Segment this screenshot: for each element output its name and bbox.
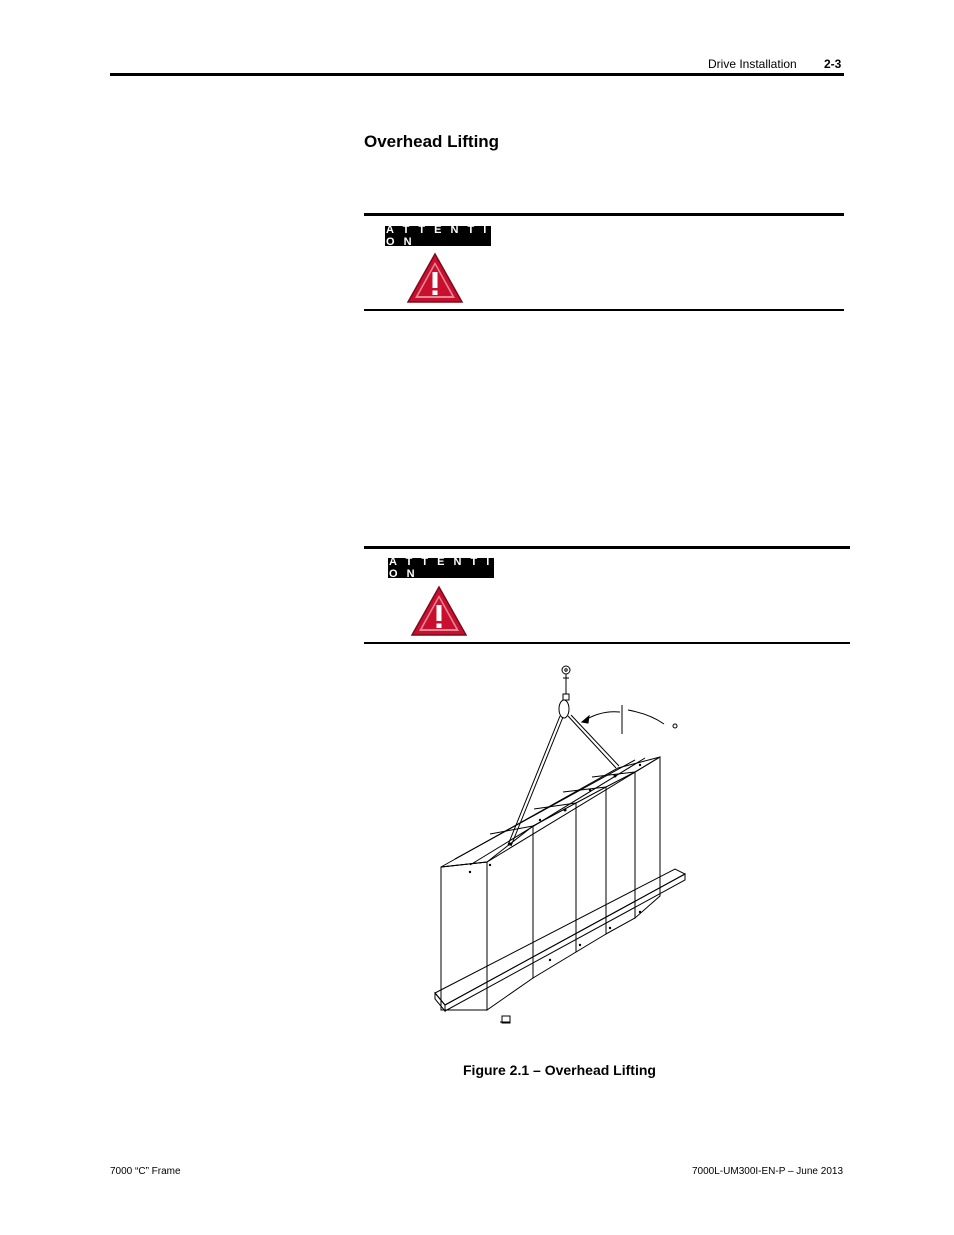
header-section-title: Drive Installation [708, 57, 797, 71]
warning-triangle-icon [410, 585, 468, 637]
header-rule [110, 73, 844, 76]
figure-caption: Figure 2.1 – Overhead Lifting [463, 1062, 656, 1078]
header-page-number: 2-3 [824, 57, 842, 71]
section-title: Overhead Lifting [364, 132, 500, 151]
warning-triangle-icon [406, 252, 464, 304]
attention-label: A T T E N T I O N [389, 556, 493, 580]
attention-box-1 [364, 213, 844, 311]
footer-right: 7000L-UM300I-EN-P – June 2013 [692, 1166, 844, 1177]
attention-label: A T T E N T I O N [386, 224, 490, 248]
overhead-lifting-drawing [430, 660, 700, 1035]
attention-box-2 [364, 546, 850, 644]
footer-left: 7000 “C” Frame [110, 1166, 181, 1177]
